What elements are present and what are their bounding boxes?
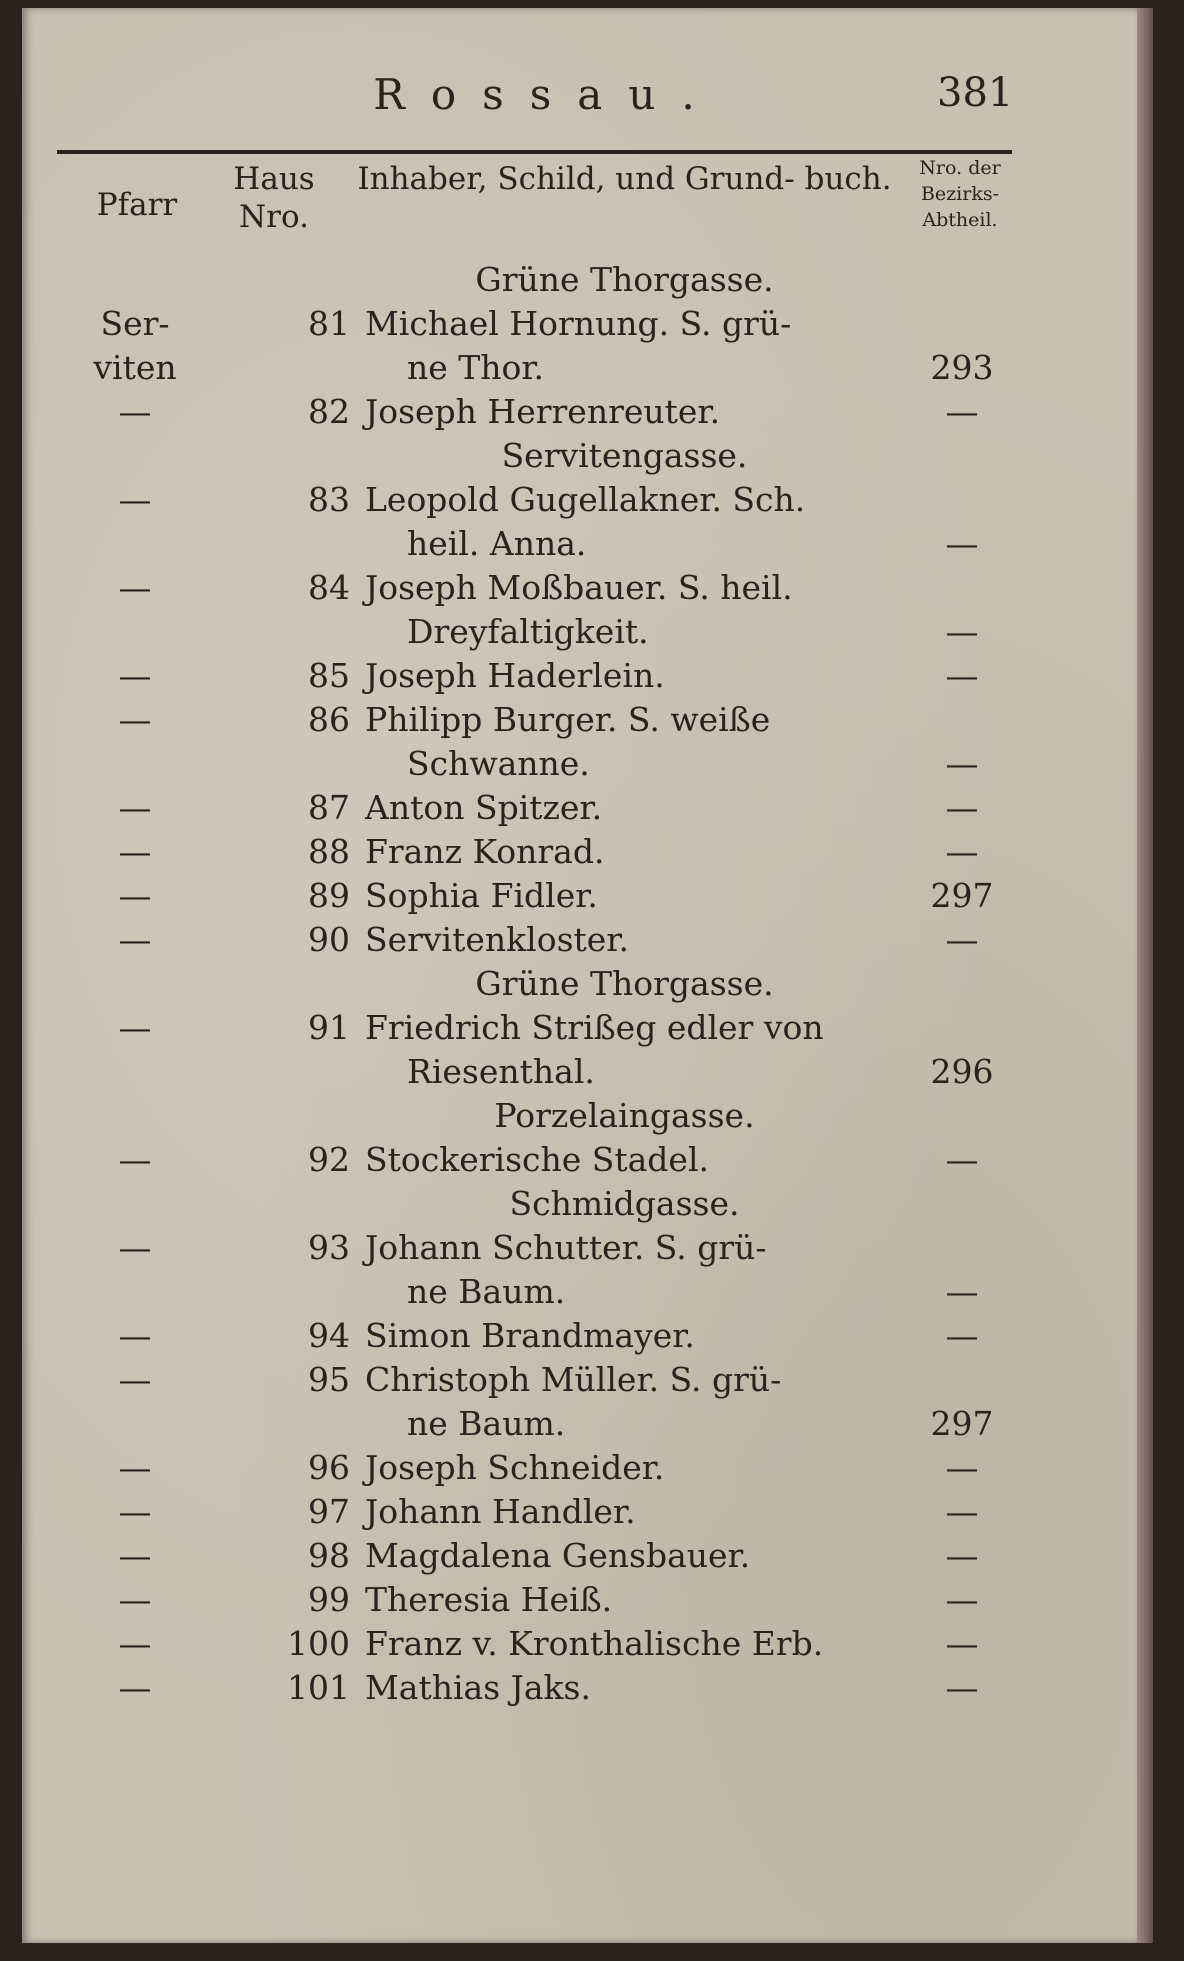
table-row: [22, 302, 1137, 346]
district-number-cell: —: [945, 612, 979, 651]
house-number-cell: 82: [308, 392, 350, 431]
street-name: Schmidgasse.: [509, 1184, 740, 1223]
district-number-cell: —: [945, 1668, 979, 1707]
district-number-cell: —: [945, 1580, 979, 1619]
owner-cell: Philipp Burger. S. weiße: [365, 700, 771, 739]
pfarr-cell: —: [118, 1008, 152, 1047]
house-number-cell: 94: [308, 1316, 350, 1355]
district-number-cell: —: [945, 744, 979, 783]
pfarr-cell: —: [118, 788, 152, 827]
district-number-cell: —: [945, 1536, 979, 1575]
column-header-inhaber: Inhaber, Schild, und Grund- buch.: [357, 161, 892, 197]
table-row: [22, 654, 1137, 698]
pfarr-cell: —: [118, 1228, 152, 1267]
page-edge: [1137, 8, 1153, 1943]
district-number-cell: —: [945, 788, 979, 827]
house-number-cell: 98: [308, 1536, 350, 1575]
house-number-cell: 91: [308, 1008, 350, 1047]
table-row-continuation: [22, 522, 1137, 566]
table-row: [22, 1006, 1137, 1050]
owner-cell: Johann Handler.: [365, 1492, 636, 1531]
house-number-cell: 86: [308, 700, 350, 739]
table-row: [22, 478, 1137, 522]
street-name: Grüne Thorgasse.: [475, 260, 774, 299]
pfarr-cell: —: [118, 1536, 152, 1575]
pfarr-cell: —: [118, 700, 152, 739]
owner-cell: Joseph Schneider.: [365, 1448, 665, 1487]
table-row-continuation: [22, 1050, 1137, 1094]
pfarr-cell: —: [118, 1140, 152, 1179]
table-row: [22, 566, 1137, 610]
table-row: [22, 390, 1137, 434]
header-rule: [57, 150, 1012, 154]
table-row: [22, 1490, 1137, 1534]
house-number-cell: 95: [308, 1360, 350, 1399]
house-number-cell: 92: [308, 1140, 350, 1179]
house-number-cell: 93: [308, 1228, 350, 1267]
owner-cell: Anton Spitzer.: [365, 788, 603, 827]
district-number-cell: —: [945, 1492, 979, 1531]
pfarr-cell: —: [118, 832, 152, 871]
owner-cell: Servitenkloster.: [365, 920, 629, 959]
district-number-cell: 293: [930, 348, 994, 387]
pfarr-cell: —: [118, 656, 152, 695]
street-name: Grüne Thorgasse.: [475, 964, 774, 1003]
owner-cell: ne Thor.: [407, 348, 545, 387]
table-row: [22, 830, 1137, 874]
table-row-continuation: [22, 610, 1137, 654]
owner-cell: ne Baum.: [407, 1272, 566, 1311]
house-number-cell: 83: [308, 480, 350, 519]
page-number: 381: [937, 70, 1014, 116]
pfarr-cell: —: [118, 1492, 152, 1531]
pfarr-cell: —: [118, 1580, 152, 1619]
table-row: [22, 1446, 1137, 1490]
house-number-cell: 99: [308, 1580, 350, 1619]
table-row: [22, 1534, 1137, 1578]
owner-cell: Simon Brandmayer.: [365, 1316, 695, 1355]
owner-cell: Riesenthal.: [407, 1052, 595, 1091]
street-heading: [22, 962, 1137, 1006]
street-heading: [22, 434, 1137, 478]
column-header-pfarr: Pfarr: [96, 187, 178, 223]
pfarr-cell: —: [118, 1360, 152, 1399]
pfarr-cell: —: [118, 392, 152, 431]
district-number-cell: —: [945, 524, 979, 563]
district-number-cell: —: [945, 1316, 979, 1355]
street-name: Servitengasse.: [501, 436, 748, 475]
pfarr-cell: —: [118, 1316, 152, 1355]
owner-cell: Franz Konrad.: [365, 832, 605, 871]
house-number-cell: 81: [308, 304, 350, 343]
owner-cell: Leopold Gugellakner. Sch.: [365, 480, 806, 519]
table-row: [22, 1666, 1137, 1710]
district-number-cell: —: [945, 832, 979, 871]
district-number-cell: —: [945, 392, 979, 431]
owner-cell: Friedrich Strißeg edler von: [365, 1008, 824, 1047]
district-number-cell: —: [945, 1272, 979, 1311]
column-header-haus: Haus Nro.: [233, 161, 315, 235]
district-number-cell: 296: [930, 1052, 994, 1091]
district-number-cell: —: [945, 920, 979, 959]
street-heading: [22, 258, 1137, 302]
pfarr-cell: —: [118, 876, 152, 915]
owner-cell: heil. Anna.: [407, 524, 587, 563]
table-row: [22, 698, 1137, 742]
table-row: [22, 1314, 1137, 1358]
owner-cell: Stockerische Stadel.: [365, 1140, 710, 1179]
house-number-cell: 89: [308, 876, 350, 915]
owner-cell: Mathias Jaks.: [365, 1668, 591, 1707]
table-row: [22, 1226, 1137, 1270]
table-row: [22, 874, 1137, 918]
pfarr-cell: viten: [93, 348, 177, 387]
table-row: [22, 1138, 1137, 1182]
table-row-continuation: [22, 1402, 1137, 1446]
table-row: [22, 786, 1137, 830]
table-row: [22, 1358, 1137, 1402]
owner-cell: Joseph Haderlein.: [365, 656, 665, 695]
house-number-cell: 87: [308, 788, 350, 827]
owner-cell: Michael Hornung. S. grü-: [365, 304, 792, 343]
table-row-continuation: [22, 346, 1137, 390]
pfarr-cell: —: [118, 568, 152, 607]
pfarr-cell: —: [118, 920, 152, 959]
owner-cell: Christoph Müller. S. grü-: [365, 1360, 782, 1399]
owner-cell: Joseph Moßbauer. S. heil.: [365, 568, 793, 607]
book-page: [22, 8, 1153, 1943]
house-number-cell: 101: [287, 1668, 350, 1707]
district-number-cell: —: [945, 656, 979, 695]
district-number-cell: —: [945, 1448, 979, 1487]
owner-cell: Sophia Fidler.: [365, 876, 598, 915]
house-number-cell: 88: [308, 832, 350, 871]
house-number-cell: 84: [308, 568, 350, 607]
house-number-cell: 90: [308, 920, 350, 959]
page-title: Rossau.: [373, 70, 721, 119]
pfarr-cell: —: [118, 1668, 152, 1707]
pfarr-cell: —: [118, 1624, 152, 1663]
owner-cell: Johann Schutter. S. grü-: [365, 1228, 767, 1267]
house-number-cell: 97: [308, 1492, 350, 1531]
house-number-cell: 100: [287, 1624, 350, 1663]
owner-cell: Franz v. Kronthalische Erb.: [365, 1624, 824, 1663]
owner-cell: Dreyfaltigkeit.: [407, 612, 649, 651]
pfarr-cell: —: [118, 480, 152, 519]
register-table: [22, 258, 1137, 1710]
pfarr-cell: —: [118, 1448, 152, 1487]
pfarr-cell: Ser-: [100, 304, 170, 343]
street-heading: [22, 1182, 1137, 1226]
table-row: [22, 918, 1137, 962]
house-number-cell: 85: [308, 656, 350, 695]
owner-cell: Joseph Herrenreuter.: [365, 392, 721, 431]
street-heading: [22, 1094, 1137, 1138]
district-number-cell: —: [945, 1140, 979, 1179]
district-number-cell: —: [945, 1624, 979, 1663]
table-row: [22, 1622, 1137, 1666]
district-number-cell: 297: [930, 1404, 994, 1443]
owner-cell: Schwanne.: [407, 744, 590, 783]
house-number-cell: 96: [308, 1448, 350, 1487]
owner-cell: Magdalena Gensbauer.: [365, 1536, 751, 1575]
table-row-continuation: [22, 742, 1137, 786]
owner-cell: Theresia Heiß.: [365, 1580, 613, 1619]
street-name: Porzelaingasse.: [494, 1096, 755, 1135]
table-row: [22, 1578, 1137, 1622]
owner-cell: ne Baum.: [407, 1404, 566, 1443]
table-row-continuation: [22, 1270, 1137, 1314]
district-number-cell: 297: [930, 876, 994, 915]
column-header-bezirk: Nro. der Bezirks- Abtheil.: [919, 157, 1001, 231]
